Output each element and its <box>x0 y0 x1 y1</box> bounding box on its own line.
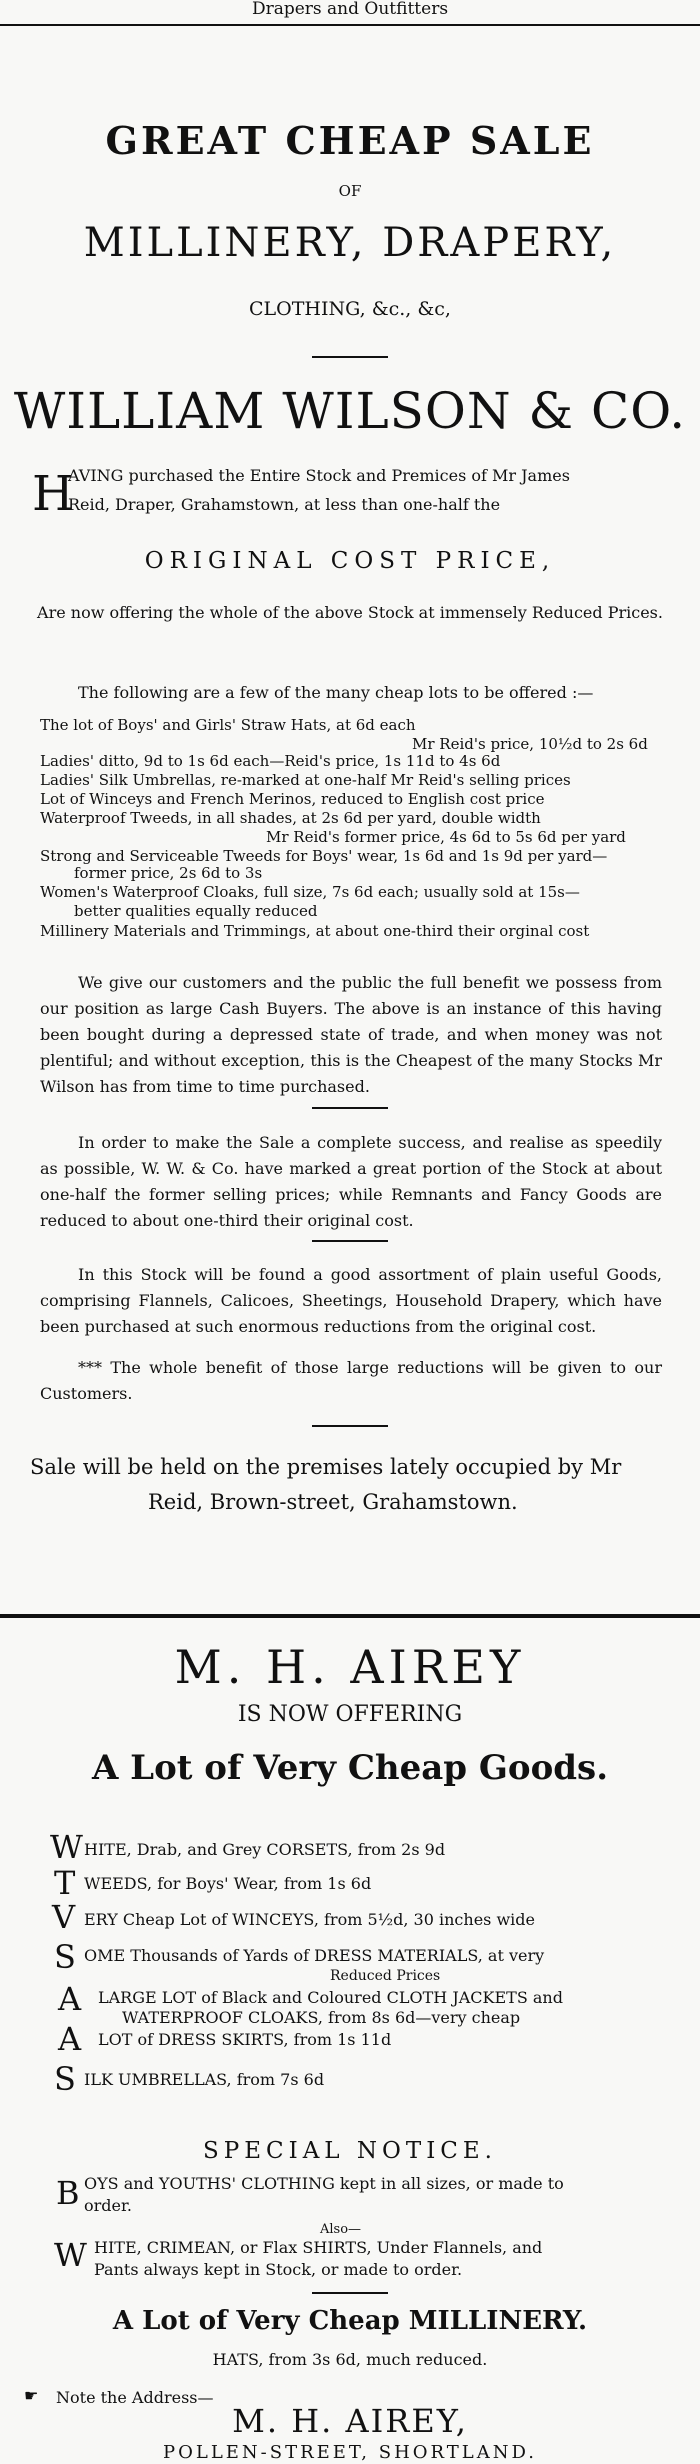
millinery-title: A Lot of Very Cheap MILLINERY. <box>112 2306 588 2336</box>
paragraph-4: *** The whole benefit of those large reductions will be given to our Customers. <box>40 1358 662 1403</box>
offer-item: LARGE LOT of Black and Coloured CLOTH JACKETS and <box>98 1988 563 2007</box>
now-offering: IS NOW OFFERING <box>237 1702 463 1727</box>
offer-item: ERY Cheap Lot of WINCEYS, from 5½d, 30 inches wide <box>84 1910 535 1929</box>
shirts-line-1: HITE, CRIMEAN, or Flax SHIRTS, Under Flannels, and <box>94 2238 543 2257</box>
lot-item: Ladies' Silk Umbrellas, re-marked at one-half Mr Reid's selling prices <box>40 771 571 789</box>
paragraph-3: In this Stock will be found a good assortment of plain useful Goods, comprising Flannels, Calicoes, Sheetings, Household Drapery, which have been purchased at such enormous reductions from the original cost. <box>40 1265 662 1336</box>
drop-cap: V <box>52 1898 76 1936</box>
airey-name: M. H. AIREY <box>174 1640 526 1694</box>
lot-item: Mr Reid's former price, 4s 6d to 5s 6d per yard <box>266 828 626 846</box>
drop-cap: S <box>54 1938 76 1976</box>
lot-item: Mr Reid's price, 10½d to 2s 6d <box>412 735 648 753</box>
lot-item: former price, 2s 6d to 3s <box>74 864 263 882</box>
drop-cap: T <box>54 1864 76 1902</box>
divider <box>312 1240 388 1242</box>
lot-item: Waterproof Tweeds, in all shades, at 2s 6d per yard, double width <box>40 809 541 827</box>
drop-cap-h: H <box>32 466 74 522</box>
drop-cap: B <box>56 2174 80 2212</box>
hats-line: HATS, from 3s 6d, much reduced. <box>212 2350 488 2369</box>
paragraph-2: In order to make the Sale a complete success, and realise as speedily as possible, W. W. & Co. have marked a great portion of the Stock at about one-half the former selling prices; while Remnants and Fancy Goods are reduced to about one-third their original cost. <box>40 1133 662 1230</box>
shirts-line-2: Pants always kept in Stock, or made to order. <box>94 2260 463 2279</box>
goods-title: MILLINERY, DRAPERY, <box>83 220 617 266</box>
drop-cap: S <box>54 2060 76 2098</box>
divider <box>312 2292 388 2294</box>
sale-line-2: Reid, Brown-street, Grahamstown. <box>148 1490 518 1514</box>
lot-item: Strong and Serviceable Tweeds for Boys' wear, 1s 6d and 1s 9d per yard— <box>40 847 608 865</box>
also-line: Also— <box>320 2222 362 2237</box>
offer-item: ILK UMBRELLAS, from 7s 6d <box>84 2070 325 2089</box>
offer-item: LOT of DRESS SKIRTS, from 1s 11d <box>98 2030 392 2049</box>
offer-item: WEEDS, for Boys' Wear, from 1s 6d <box>84 1874 372 1893</box>
intro-line-2: Reid, Draper, Grahamstown, at less than one-half the <box>68 495 501 514</box>
lot-item: Millinery Materials and Trimmings, at about one-third their orginal cost <box>40 922 590 940</box>
lots-intro: The following are a few of the many cheap lots to be offered :— <box>78 683 594 702</box>
offer-item-cont: Reduced Prices <box>330 1968 441 1984</box>
lot-item: Women's Waterproof Cloaks, full size, 7s 6d each; usually sold at 15s— <box>40 883 580 901</box>
paragraph-1: We give our customers and the public the full benefit we possess from our position as large Cash Buyers. The above is an instance of this having been bought during a depressed state of trade, and when money was not plentiful; and without exception, this is the Cheapest of the many Stocks Mr Wilson has from time to time purchased. <box>40 973 662 1096</box>
boys-line-1: OYS and YOUTHS' CLOTHING kept in all sizes, or made to <box>84 2174 564 2193</box>
special-notice: SPECIAL NOTICE. <box>202 2138 497 2164</box>
firm-name: WILLIAM WILSON & CO. <box>13 382 687 440</box>
offer-item: HITE, Drab, and Grey CORSETS, from 2s 9d <box>84 1840 446 1859</box>
section-divider <box>0 1614 700 1618</box>
note-address: Note the Address— <box>56 2388 214 2407</box>
lot-item: Lot of Winceys and French Merinos, reduced to English cost price <box>40 790 545 808</box>
pointing-hand-icon: ☛ <box>24 2386 39 2405</box>
divider <box>312 1425 388 1427</box>
offer-item-cont: WATERPROOF CLOAKS, from 8s 6d—very cheap <box>122 2008 521 2027</box>
offer-item: OME Thousands of Yards of DRESS MATERIALS, at very <box>84 1946 545 1965</box>
divider <box>312 356 388 358</box>
drop-cap: W <box>54 2236 87 2274</box>
clothing-line: CLOTHING, &c., &c, <box>249 298 451 320</box>
drop-cap: W <box>50 1828 83 1866</box>
page-header: Drapers and Outfitters <box>251 0 449 19</box>
lot-item: Ladies' ditto, 9d to 1s 6d each—Reid's price, 1s 11d to 4s 6d <box>40 752 501 770</box>
sale-line-1: Sale will be held on the premises lately occupied by Mr <box>30 1455 622 1479</box>
airey-footer-name: M. H. AIREY, <box>232 2402 468 2440</box>
headline: GREAT CHEAP SALE <box>105 118 595 163</box>
lot-item: The lot of Boys' and Girls' Straw Hats, at 6d each <box>40 716 416 734</box>
offering-line: Are now offering the whole of the above Stock at immensely Reduced Prices. <box>37 603 663 622</box>
intro-line-1: AVING purchased the Entire Stock and Premices of Mr James <box>68 466 570 485</box>
cheap-goods-title: A Lot of Very Cheap Goods. <box>91 1748 609 1788</box>
of-line: OF <box>338 182 362 200</box>
divider <box>312 1107 388 1109</box>
drop-cap: A <box>58 2020 82 2058</box>
street-address: POLLEN-STREET, SHORTLAND. <box>163 2442 537 2463</box>
lot-item: better qualities equally reduced <box>74 902 318 920</box>
header-rule <box>0 24 700 26</box>
boys-line-2: order. <box>84 2196 132 2215</box>
original-cost: ORIGINAL COST PRICE, <box>144 548 556 574</box>
drop-cap: A <box>58 1980 82 2018</box>
